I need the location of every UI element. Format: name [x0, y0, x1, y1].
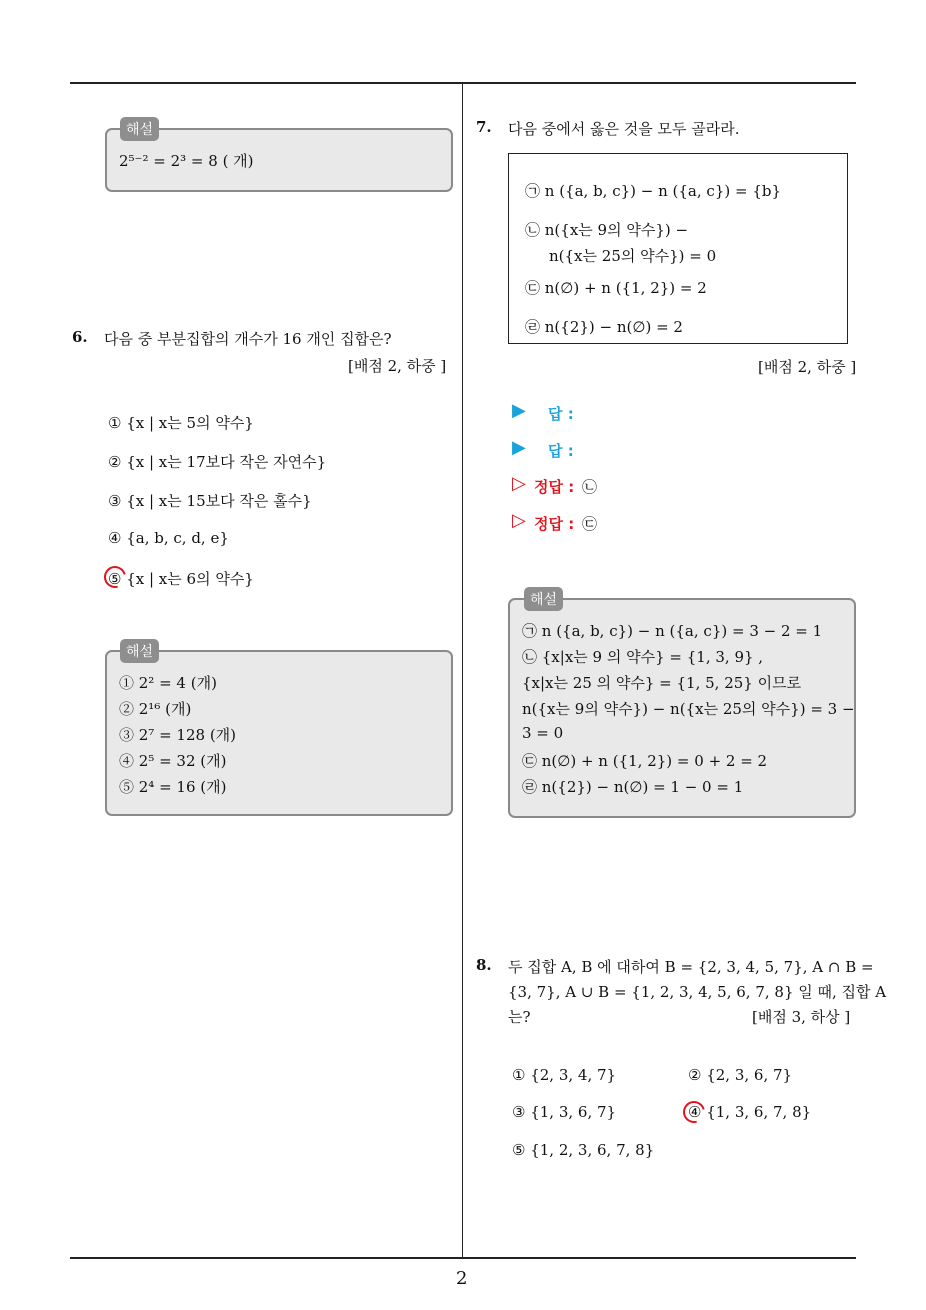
q6-sol-line-3: ③ 2⁷ = 128 (개)	[119, 726, 237, 744]
solution-box-q7	[508, 598, 856, 818]
q8-choice-4[interactable]: ④ {1, 3, 6, 7, 8}	[688, 1103, 812, 1121]
q7-sol-line-4: n({x는 9의 약수}) − n({x는 25의 약수}) = 3 −	[522, 700, 855, 718]
question-6-number: 6.	[72, 328, 88, 346]
triangle-outline-icon: ▷	[512, 510, 526, 531]
q7-item-2b: n({x는 25의 약수}) = 0	[549, 247, 717, 265]
q6-choice-2[interactable]: ② {x | x는 17보다 작은 자연수}	[108, 453, 327, 471]
q6-choice-4[interactable]: ④ {a, b, c, d, e}	[108, 529, 229, 547]
solution-tag: 해설	[524, 587, 563, 611]
triangle-outline-icon: ▷	[512, 473, 526, 494]
correct-label-1: 정답 :	[534, 478, 575, 496]
question-8-number: 8.	[476, 956, 492, 974]
answer-label-2: 답 :	[548, 442, 574, 460]
q6-sol-line-5: ⑤ 2⁴ = 16 (개)	[119, 778, 227, 796]
q6-choice-5[interactable]: ⑤ {x | x는 6의 약수}	[108, 570, 254, 588]
q6-sol-line-1: ① 2² = 4 (개)	[119, 674, 217, 692]
q7-sol-line-5: 3 = 0	[522, 724, 564, 742]
q7-sol-line-3: {x|x는 25 의 약수} = {1, 5, 25} 이므로	[522, 674, 802, 692]
q6-sol-line-2: ② 2¹⁶ (개)	[119, 700, 192, 718]
q7-sol-line-1: ㉠ n ({a, b, c}) − n ({a, c}) = 3 − 2 = 1	[522, 622, 823, 640]
q7-sol-line-2: ㉡ {x|x는 9 의 약수} = {1, 3, 9} ,	[522, 648, 764, 666]
question-6-text: 다음 중 부분집합의 개수가 16 개인 집합은?	[104, 330, 392, 348]
question-7-points: [배점 2, 하중 ]	[758, 358, 857, 376]
solution-tag: 해설	[120, 117, 159, 141]
page-number: 2	[456, 1268, 468, 1289]
q6-sol-line-4: ④ 2⁵ = 32 (개)	[119, 752, 227, 770]
q8-choice-5[interactable]: ⑤ {1, 2, 3, 6, 7, 8}	[512, 1141, 655, 1159]
column-divider	[462, 84, 463, 1258]
q7-item-4: ㉣ n({2}) − n(∅) = 2	[525, 318, 683, 336]
top-rule	[70, 82, 856, 84]
q8-choice-1[interactable]: ① {2, 3, 4, 7}	[512, 1066, 617, 1084]
play-icon: ▶	[512, 437, 526, 458]
q7-statement-box	[508, 153, 848, 344]
q6-choice-1[interactable]: ① {x | x는 5의 약수}	[108, 414, 254, 432]
correct-answer-1: ㉡	[582, 478, 598, 496]
question-6-points: [배점 2, 하중 ]	[348, 357, 447, 375]
q7-sol-line-6: ㉢ n(∅) + n ({1, 2}) = 0 + 2 = 2	[522, 752, 768, 770]
q7-sol-line-7: ㉣ n({2}) − n(∅) = 1 − 0 = 1	[522, 778, 744, 796]
play-icon: ▶	[512, 400, 526, 421]
q7-item-1: ㉠ n ({a, b, c}) − n ({a, c}) = {b}	[525, 182, 782, 200]
question-8-line-1: 두 집합 A, B 에 대하여 B = {2, 3, 4, 5, 7}, A ∩ B =	[508, 958, 874, 976]
q6-choice-3[interactable]: ③ {x | x는 15보다 작은 홀수}	[108, 492, 312, 510]
question-8-line-2: {3, 7}, A ∪ B = {1, 2, 3, 4, 5, 6, 7, 8} 일 때, 집합 A	[508, 983, 887, 1001]
q8-choice-2[interactable]: ② {2, 3, 6, 7}	[688, 1066, 793, 1084]
question-7-number: 7.	[476, 118, 492, 136]
solution-box-q6	[105, 650, 453, 816]
answer-circle-mark	[679, 1097, 709, 1127]
q7-item-3: ㉢ n(∅) + n ({1, 2}) = 2	[525, 279, 707, 297]
q8-choice-3[interactable]: ③ {1, 3, 6, 7}	[512, 1103, 617, 1121]
question-8-points: [배점 3, 하상 ]	[752, 1008, 851, 1026]
bottom-rule	[70, 1257, 856, 1259]
question-8-line-3: 는?	[508, 1008, 531, 1026]
solution-tag: 해설	[120, 639, 159, 663]
correct-answer-2: ㉢	[582, 515, 598, 533]
answer-label-1: 답 :	[548, 405, 574, 423]
solution-line: 2⁵⁻² = 2³ = 8 ( 개)	[119, 152, 254, 170]
q7-item-2a: ㉡ n({x는 9의 약수}) −	[525, 221, 689, 239]
question-7-text: 다음 중에서 옳은 것을 모두 골라라.	[508, 120, 740, 138]
correct-label-2: 정답 :	[534, 515, 575, 533]
